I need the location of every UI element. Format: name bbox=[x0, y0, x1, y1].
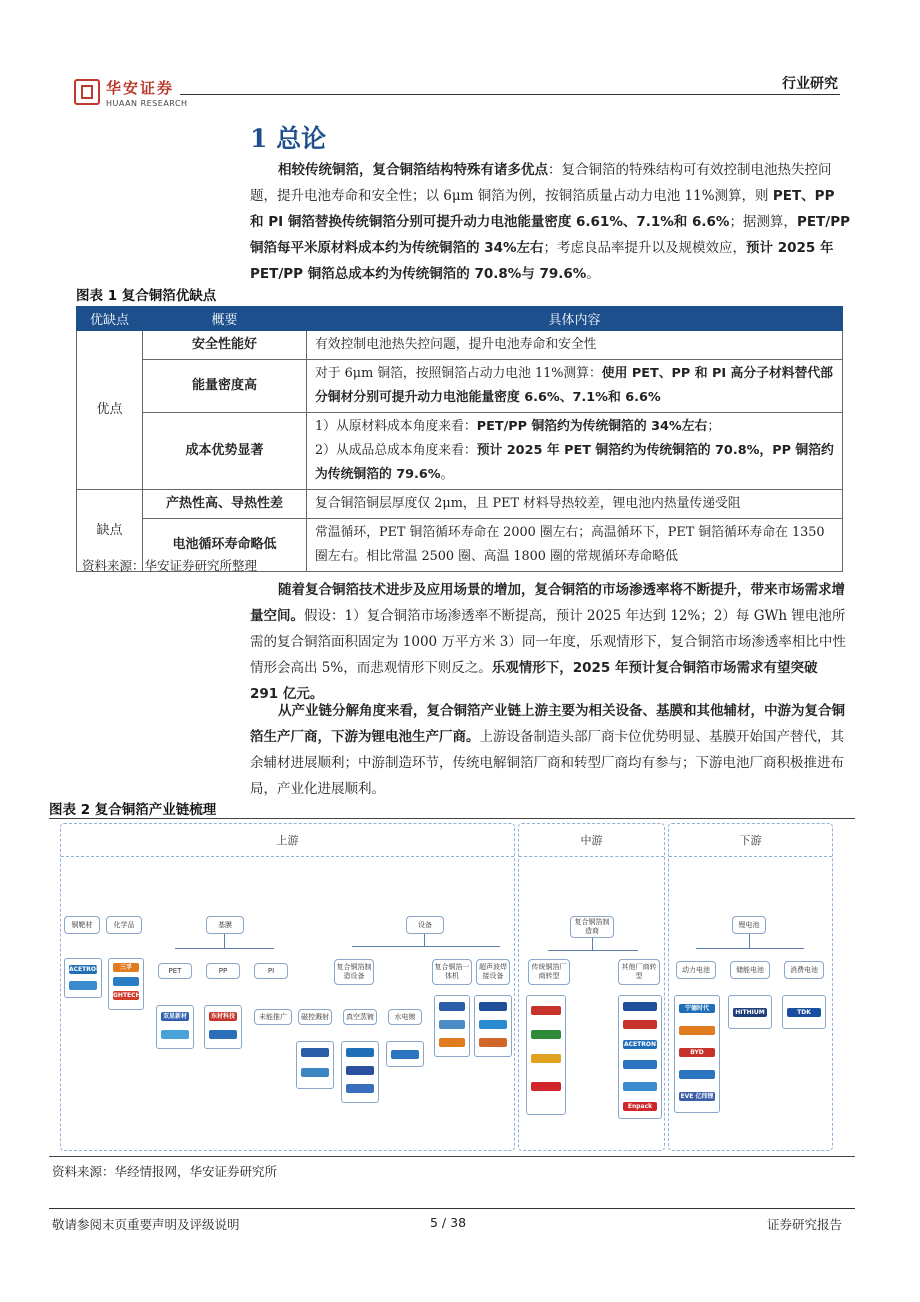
supplier-logo bbox=[301, 1048, 329, 1057]
row-detail-text: ； bbox=[707, 419, 721, 434]
supplier-logo bbox=[439, 1038, 465, 1047]
supplier-logo bbox=[391, 1050, 419, 1059]
para3-text-1: 上游设备制造头部厂商卡位优势明显、基膜开始国产替代，其余辅材进展顺利；中游制造环节，传统电解铜箔厂商和转型厂商均有参与；下游电池厂商积极推进布局，产业化进展顺利。 bbox=[250, 729, 844, 797]
supplier-logo bbox=[479, 1020, 507, 1029]
para1-text-1: ：复合铜箔的特殊结构可有效控制电池热失控问题，提升电池寿命和安全性；以 6μm 铜箔为例，按铜箔质量占动力电池 11%测算，则 bbox=[250, 162, 832, 204]
figure2-top-rule bbox=[49, 818, 855, 819]
dongcai-logo: 东材科技 bbox=[210, 1013, 235, 1020]
stage-title: 中游 bbox=[580, 834, 603, 847]
logo-text: 华安证券 bbox=[106, 79, 175, 97]
node-equip-maker: 复合铜箔制造设备 bbox=[334, 959, 374, 985]
node-power-battery: 动力电池 bbox=[676, 961, 716, 979]
supplier-logo bbox=[346, 1066, 374, 1075]
supplier-logo bbox=[479, 1002, 507, 1011]
stage-divider bbox=[669, 856, 832, 857]
supplier-logo bbox=[439, 1020, 465, 1029]
row-summary: 能量密度高 bbox=[143, 360, 307, 413]
logo-group-magnetron bbox=[296, 1041, 334, 1089]
figure2-bottom-rule bbox=[49, 1156, 855, 1157]
figure2-title: 图表 2 复合铜箔产业链梳理 bbox=[49, 802, 217, 818]
para2-bold-1: 随着复合铜箔技术进步及应用场景的增加，复合铜箔的市场渗透率将不断提升，带来市场需求增量空间。 bbox=[250, 582, 845, 624]
supplier-logo bbox=[209, 1030, 237, 1039]
para3-bold-1: 从产业链分解角度来看，复合铜箔产业链上游主要为相关设备、基膜和其他辅材，中游为复合铜箔生产厂商，下游为锂电池生产厂商。 bbox=[250, 703, 845, 745]
supplier-logo bbox=[531, 1006, 561, 1015]
logo-subtext: HUAAN RESEARCH bbox=[106, 99, 188, 108]
supplier-logo bbox=[623, 1020, 657, 1029]
byd-logo: BYD bbox=[679, 1048, 715, 1057]
row-detail-bold: 预计 2025 年 PET 铜箔约为传统铜箔的 70.8%，PP 铜箔约为传统铜箔的 79.6% bbox=[315, 443, 834, 482]
para1-text-3: ；考虑良品率提升以及规模效应， bbox=[543, 240, 747, 256]
node-pi-status: 未能推广 bbox=[254, 1009, 292, 1025]
paragraph-chain bbox=[250, 698, 850, 802]
node-mid-traditional: 传统铜箔厂商转型 bbox=[528, 959, 570, 985]
para1-text-2: ；据测算， bbox=[729, 214, 797, 230]
advantages-label: 优点 bbox=[77, 331, 143, 490]
logo-group-vacuum bbox=[341, 1041, 379, 1103]
supplier-logo bbox=[346, 1084, 374, 1093]
connector bbox=[749, 934, 750, 948]
node-equipment: 设备 bbox=[406, 916, 444, 934]
connector bbox=[352, 946, 500, 947]
header-divider bbox=[180, 94, 840, 95]
row-detail bbox=[307, 360, 843, 413]
connector bbox=[424, 934, 425, 946]
logo-group-mid-other bbox=[618, 995, 662, 1119]
node-water-plating: 水电镀 bbox=[388, 1009, 422, 1025]
node-storage-battery: 储能电池 bbox=[730, 961, 770, 979]
node-pp: PP bbox=[206, 963, 240, 979]
para1-bold-1: 相较传统铜箔，复合铜箔结构特殊有诸多优点 bbox=[278, 162, 548, 178]
row-detail: 有效控制电池热失控问题，提升电池寿命和安全性 bbox=[307, 331, 843, 360]
supplier-logo bbox=[623, 1002, 657, 1011]
para1-bold-3: PET/PP 铜箔每平米原材料成本约为传统铜箔的 34%左右 bbox=[250, 214, 850, 256]
sanfu-logo: 三孚 bbox=[113, 963, 139, 972]
para1-bold-2: PET、PP 和 PI 铜箔替换传统铜箔分别可提升动力电池能量密度 6.61%、7.1%和 6.6% bbox=[250, 188, 835, 230]
table-header-type: 优缺点 bbox=[77, 307, 143, 331]
table-row bbox=[77, 331, 843, 360]
industry-chain-diagram bbox=[60, 823, 833, 1151]
node-mid-other: 其他厂商转型 bbox=[618, 959, 660, 985]
connector bbox=[696, 948, 804, 949]
figure1-title: 图表 1 复合铜箔优缺点 bbox=[76, 288, 217, 304]
tdk-logo: TDK bbox=[787, 1008, 821, 1017]
pros-cons-table bbox=[76, 306, 843, 572]
node-equip-ultrasonic: 超声波焊接设备 bbox=[476, 959, 510, 985]
row-detail: 复合铜箔铜层厚度仅 2μm，且 PET 材料导热较差，锂电池内热量传递受阻 bbox=[307, 490, 843, 519]
row-summary: 安全性能好 bbox=[143, 331, 307, 360]
node-lithium-battery: 锂电池 bbox=[732, 916, 766, 934]
row-detail-text: 1）从原材料成本角度来看： bbox=[315, 419, 477, 434]
figure1-source: 资料来源：华安证券研究所整理 bbox=[82, 558, 258, 573]
para2-text-1: 假设：1）复合铜箔市场渗透率不断提高，预计 2025 年达到 12%；2）每 GWh 锂电池所需的复合铜箔面积固定为 1000 万平方米 3）同一年度，乐观情形下，复合铜箔市场渗透率相比中性情形会高出 5%，而悲观情形下则反之。 bbox=[250, 608, 846, 676]
row-detail-text: 对于 6μm 铜箔，按照铜箔占动力电池 11%测算： bbox=[315, 366, 602, 381]
logo-group-mid-traditional bbox=[526, 995, 566, 1115]
stage-divider bbox=[519, 856, 664, 857]
para2-bold-2: 乐观情形下，2025 年预计复合铜箔市场需求有望突破 291 亿元。 bbox=[250, 660, 818, 702]
connector bbox=[592, 938, 593, 950]
table-row bbox=[77, 360, 843, 413]
figure2-source: 资料来源：华经情报网，华安证券研究所 bbox=[52, 1164, 278, 1179]
supplier-logo bbox=[531, 1054, 561, 1063]
row-detail-text: 2）从成品总成本角度来看： bbox=[315, 443, 477, 458]
stage-divider bbox=[61, 856, 514, 857]
logo-group-water bbox=[386, 1041, 424, 1067]
row-detail bbox=[307, 413, 843, 490]
supplier-logo bbox=[301, 1068, 329, 1077]
para1-bold-4: 预计 2025 年 PET/PP 铜箔总成本约为传统铜箔的 70.8%与 79.6% bbox=[250, 240, 834, 282]
node-pi: PI bbox=[254, 963, 288, 979]
report-category: 行业研究 bbox=[782, 76, 838, 92]
shuangxing-logo: 双星新材 bbox=[162, 1013, 187, 1020]
logo-group-ultrasonic bbox=[474, 995, 512, 1057]
supplier-logo bbox=[531, 1082, 561, 1091]
page-number: 5 / 38 bbox=[430, 1215, 467, 1230]
ghtech-logo: GHTECH bbox=[113, 992, 141, 999]
connector bbox=[224, 934, 225, 948]
supplier-logo bbox=[623, 1082, 657, 1091]
logo-group-pet bbox=[156, 1005, 194, 1049]
row-detail: 常温循环，PET 铜箔循环寿命在 2000 圈左右；高温循环下，PET 铜箔循环寿命在 1350 圈左右。相比常温 2500 圈、高温 1800 圈的常规循环寿命略低 bbox=[307, 519, 843, 572]
node-base-film: 基膜 bbox=[206, 916, 244, 934]
node-magnetron: 磁控溅射 bbox=[298, 1009, 332, 1025]
stage-title: 上游 bbox=[276, 834, 299, 847]
node-copper-target: 铜靶材 bbox=[64, 916, 100, 934]
supplier-logo bbox=[479, 1038, 507, 1047]
table-row bbox=[77, 413, 843, 490]
supplier-logo bbox=[69, 981, 97, 990]
node-equip-allinone: 复合铜箔一体机 bbox=[432, 959, 472, 985]
hithium-logo: HITHIUM bbox=[733, 1008, 767, 1017]
node-midstream-root: 复合铜箔制造商 bbox=[570, 916, 614, 938]
supplier-logo bbox=[679, 1026, 715, 1035]
logo-group-copper bbox=[64, 958, 102, 998]
logo-icon bbox=[74, 79, 100, 105]
logo-group-power bbox=[674, 995, 720, 1113]
connector bbox=[548, 950, 638, 951]
para1-text-4: 。 bbox=[586, 266, 600, 282]
row-summary: 电池循环寿命略低 bbox=[143, 519, 307, 572]
row-summary: 成本优势显著 bbox=[143, 413, 307, 490]
paragraph-market bbox=[250, 577, 850, 707]
section-title: 1 总论 bbox=[250, 124, 327, 153]
table-header-detail: 具体内容 bbox=[307, 307, 843, 331]
footer-disclaimer: 敬请参阅末页重要声明及评级说明 bbox=[52, 1217, 240, 1232]
logo-group-allinone bbox=[434, 995, 470, 1057]
logo-group-pp bbox=[204, 1005, 242, 1049]
supplier-logo bbox=[679, 1070, 715, 1079]
table-row bbox=[77, 490, 843, 519]
paragraph-advantages bbox=[250, 157, 850, 287]
supplier-logo bbox=[439, 1002, 465, 1011]
node-pet: PET bbox=[158, 963, 192, 979]
footer-divider bbox=[49, 1208, 855, 1209]
row-detail-bold: 使用 PET、PP 和 PI 高分子材料替代部分铜材分别可提升动力电池能量密度 6.6%、7.1%和 6.6% bbox=[315, 366, 833, 405]
acetron-logo: ACETRON bbox=[69, 966, 101, 973]
enpack-logo: Enpack bbox=[623, 1102, 657, 1111]
logo-group-consumer bbox=[782, 995, 826, 1029]
disadvantages-label: 缺点 bbox=[77, 490, 143, 572]
row-detail-bold: PET/PP 铜箔约为传统铜箔的 34%左右 bbox=[476, 419, 708, 434]
supplier-logo bbox=[161, 1030, 189, 1039]
eve-logo: EVE 亿纬锂能 bbox=[680, 1093, 714, 1109]
table-header-summary: 概要 bbox=[143, 307, 307, 331]
logo-group-chemicals bbox=[108, 958, 144, 1010]
footer-report-type: 证券研究报告 bbox=[766, 1217, 842, 1232]
node-chemicals: 化学品 bbox=[106, 916, 142, 934]
supplier-logo bbox=[113, 977, 139, 986]
node-vacuum: 真空蒸镀 bbox=[343, 1009, 377, 1025]
page-header bbox=[0, 0, 920, 115]
supplier-logo bbox=[531, 1030, 561, 1039]
supplier-logo bbox=[346, 1048, 374, 1057]
stage-title: 下游 bbox=[739, 834, 762, 847]
supplier-logo bbox=[623, 1060, 657, 1069]
row-detail-text: 。 bbox=[440, 467, 454, 482]
logo-group-storage bbox=[728, 995, 772, 1029]
acetron-logo: ACETRON bbox=[624, 1041, 656, 1048]
row-summary: 产热性高、导热性差 bbox=[143, 490, 307, 519]
connector bbox=[175, 948, 274, 949]
node-consumer-battery: 消费电池 bbox=[784, 961, 824, 979]
catl-logo: 宁德时代 bbox=[679, 1004, 715, 1013]
